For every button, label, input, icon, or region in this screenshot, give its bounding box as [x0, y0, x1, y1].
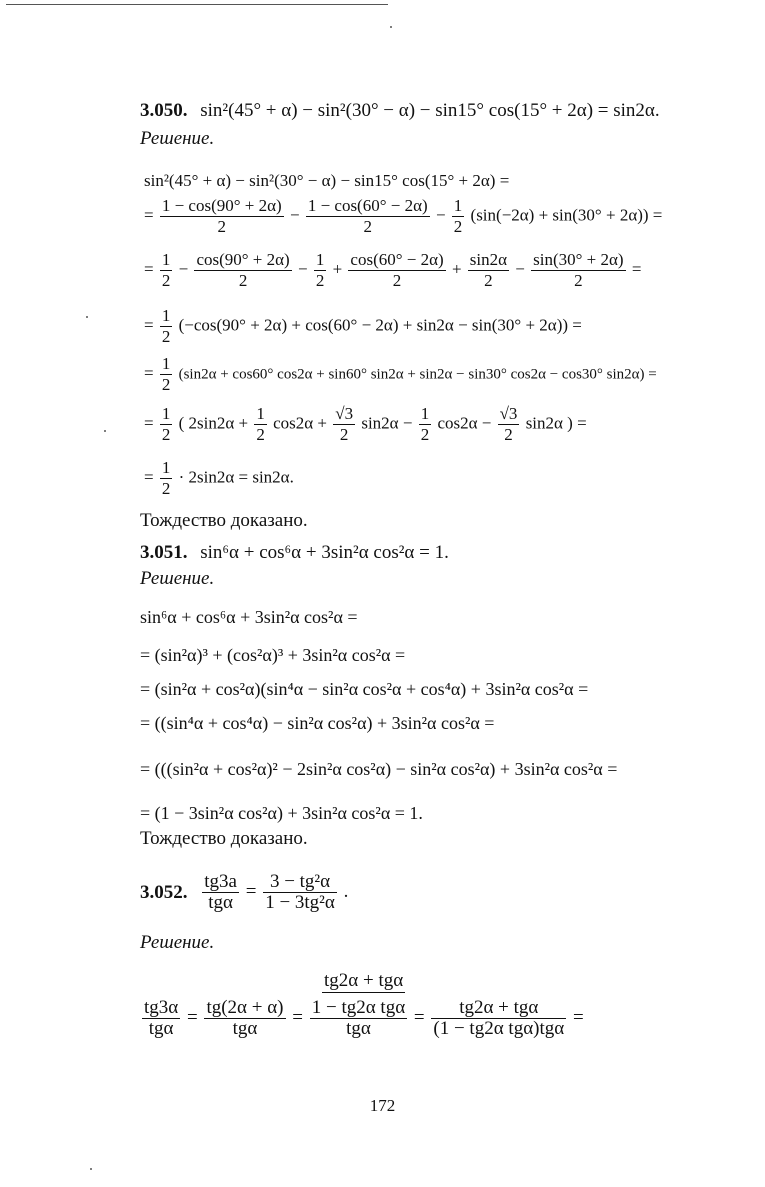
denominator: tgα	[232, 1018, 258, 1039]
operator: +	[451, 259, 462, 279]
operator: −	[297, 259, 308, 279]
top-rule	[6, 4, 388, 5]
operator: −	[515, 259, 525, 279]
fraction	[314, 250, 327, 291]
operator: −	[435, 205, 446, 225]
equation-line	[144, 354, 657, 395]
equation-text: (sin(−2α) + sin(30° + 2α)) =	[470, 205, 663, 225]
fraction	[310, 998, 407, 1039]
equation-line	[144, 250, 641, 291]
equation-line	[140, 998, 584, 1039]
numerator: 1	[420, 404, 430, 423]
proof-complete-text: Тождество доказано.	[140, 510, 308, 531]
numerator: sin(30° + 2α)	[533, 250, 624, 269]
denominator: 1 − 3tg²α	[265, 892, 335, 913]
solution-label: Решение.	[140, 932, 215, 953]
operator: −	[289, 205, 300, 225]
numerator: 3 − tg²α	[263, 872, 337, 893]
operator: −	[178, 259, 189, 279]
equation-text: cos2α −	[437, 413, 492, 433]
denominator: 2	[217, 217, 227, 236]
denominator: 2	[504, 425, 513, 444]
numerator: 1	[453, 196, 463, 215]
numerator: cos(90° + 2α)	[196, 250, 290, 269]
solution-label: Решение.	[140, 568, 215, 589]
numerator: √3	[499, 404, 518, 423]
fraction	[202, 872, 239, 913]
equals-sign: =	[413, 1006, 425, 1028]
fraction	[333, 404, 355, 445]
problem-label: 3.051.	[140, 542, 188, 563]
equation-text: = (((sin²α + cos²α)² − 2sin²α cos²α) − sin²α cos²α) + 3sin²α cos²α =	[140, 759, 618, 779]
numerator: tg2α + tgα	[324, 970, 404, 991]
equation-text: (−cos(90° + 2α) + cos(60° − 2α) + sin2α − sin(30° + 2α)) =	[178, 315, 582, 335]
numerator: 1 − cos(60° − 2α)	[307, 196, 428, 215]
numerator: tg3α	[144, 997, 179, 1018]
denominator: 2	[363, 217, 372, 236]
denominator: 2	[420, 425, 430, 444]
numerator: tg2α + tgα	[431, 998, 566, 1019]
scan-speck	[390, 26, 392, 28]
equation-line	[140, 802, 423, 824]
equals-sign: =	[245, 880, 257, 902]
problem-statement: sin²(45° + α) − sin²(30° − α) − sin15° cos(15° + 2α) = sin2α.	[200, 100, 660, 121]
problem-statement: sin⁶α + cos⁶α + 3sin²α cos²α = 1.	[200, 542, 449, 563]
equation-line	[144, 404, 587, 445]
denominator: 2	[256, 425, 265, 444]
denominator: tgα	[148, 1018, 174, 1039]
denominator: 2	[238, 271, 248, 290]
fraction	[160, 354, 173, 395]
denominator: 2	[453, 217, 463, 236]
equals-sign: =	[144, 467, 154, 487]
fraction	[431, 998, 566, 1039]
equation-line	[140, 712, 494, 734]
numerator: 1	[256, 404, 265, 423]
equation-text: = ((sin⁴α + cos⁴α) − sin²α cos²α) + 3sin²α cos²α =	[140, 713, 495, 733]
numerator: 1 − tg2α tgα	[311, 997, 406, 1018]
numerator: cos(60° − 2α)	[350, 250, 444, 269]
problem-3-051-header	[140, 542, 449, 564]
equation-text: · 2sin2α = sin2α.	[178, 467, 294, 487]
equation-line	[144, 306, 582, 347]
fraction	[254, 404, 267, 445]
numerator: 1	[161, 404, 171, 423]
equals-sign: =	[186, 1006, 198, 1028]
numerator: tg3a	[204, 871, 237, 892]
denominator: 2	[161, 271, 171, 290]
fraction	[160, 458, 173, 499]
equation-text: sin2α ) =	[525, 413, 587, 433]
equals-sign: =	[144, 259, 154, 279]
problem-label: 3.052.	[140, 881, 188, 903]
equals-sign: =	[631, 259, 642, 279]
numerator: 1	[161, 250, 171, 269]
fraction	[204, 998, 285, 1039]
proof-complete-text: Тождество доказано.	[140, 828, 308, 849]
fraction	[531, 250, 625, 291]
equation-text: sin2α −	[361, 413, 413, 433]
equals-sign: =	[144, 363, 154, 383]
denominator: 2	[161, 375, 171, 394]
equals-sign: =	[144, 205, 154, 225]
solution-heading	[140, 568, 214, 590]
equation-line	[144, 458, 294, 499]
fraction	[468, 250, 509, 291]
scan-speck	[86, 316, 88, 318]
numerator: 1	[315, 250, 325, 269]
denominator: (1 − tg2α tgα)tgα	[433, 1018, 565, 1039]
fraction	[142, 998, 180, 1039]
scan-speck	[90, 1168, 92, 1170]
numerator: tg(2α + α)	[206, 997, 284, 1018]
fraction	[306, 196, 430, 237]
fraction	[160, 196, 284, 237]
denominator: 2	[392, 271, 402, 290]
scan-speck	[104, 430, 106, 432]
numerator: 1	[161, 354, 171, 373]
equation-text: = (1 − 3sin²α cos²α) + 3sin²α cos²α = 1.	[140, 803, 423, 823]
problem-label: 3.050.	[140, 100, 188, 121]
equals-sign: =	[572, 1006, 584, 1028]
fraction	[263, 872, 337, 913]
fraction	[160, 404, 173, 445]
fraction	[160, 306, 173, 347]
fraction	[419, 404, 432, 445]
denominator: 2	[315, 271, 325, 290]
equals-sign: =	[144, 315, 154, 335]
solution-label: Решение.	[140, 128, 215, 149]
equals-sign: =	[144, 413, 154, 433]
equation-text: cos2α +	[273, 413, 327, 433]
equation-line	[144, 170, 509, 192]
denominator: 2	[339, 425, 349, 444]
equation-line	[140, 606, 358, 628]
equation-text: (sin2α + cos60° cos2α + sin60° sin2α + sin2α − sin30° cos2α − cos30° sin2α) =	[178, 366, 657, 383]
equation-line	[140, 758, 617, 780]
problem-3-052-header	[140, 872, 348, 913]
equation-line	[140, 678, 588, 700]
page-number: 172	[369, 1096, 396, 1115]
fraction	[348, 250, 445, 291]
fraction	[452, 196, 465, 237]
equation-text: sin⁶α + cos⁶α + 3sin²α cos²α =	[140, 607, 358, 627]
proof-complete	[140, 828, 308, 850]
numerator: 1	[161, 458, 171, 477]
operator: +	[332, 259, 343, 279]
period: .	[343, 880, 349, 902]
denominator: 2	[161, 327, 171, 346]
equation-text: ( 2sin2α +	[178, 413, 249, 433]
denominator: 2	[161, 479, 171, 498]
equals-sign: =	[292, 1006, 303, 1028]
equation-text: = (sin²α)³ + (cos²α)³ + 3sin²α cos²α =	[140, 645, 406, 665]
fraction	[160, 250, 173, 291]
denominator: tgα	[346, 1018, 371, 1039]
problem-3-050-header	[140, 100, 660, 122]
denominator: 2	[484, 271, 493, 290]
equation-text: sin²(45° + α) − sin²(30° − α) − sin15° cos(15° + 2α) =	[144, 171, 510, 190]
compound-numerator-top	[322, 970, 405, 993]
equation-line	[144, 196, 662, 237]
equation-line	[140, 644, 405, 666]
numerator: sin2α	[469, 250, 508, 269]
numerator: 1 − cos(90° + 2α)	[161, 196, 282, 215]
numerator: 1	[161, 306, 171, 325]
fraction	[194, 250, 291, 291]
fraction	[498, 404, 520, 445]
equation-text: = (sin²α + cos²α)(sin⁴α − sin²α cos²α + cos⁴α) + 3sin²α cos²α =	[140, 679, 589, 699]
solution-heading	[140, 932, 214, 954]
denominator: tgα	[208, 892, 233, 913]
denominator: 2	[161, 425, 171, 444]
numerator: √3	[335, 404, 354, 423]
proof-complete	[140, 510, 308, 532]
solution-heading	[140, 128, 214, 150]
denominator: 2	[574, 271, 583, 290]
